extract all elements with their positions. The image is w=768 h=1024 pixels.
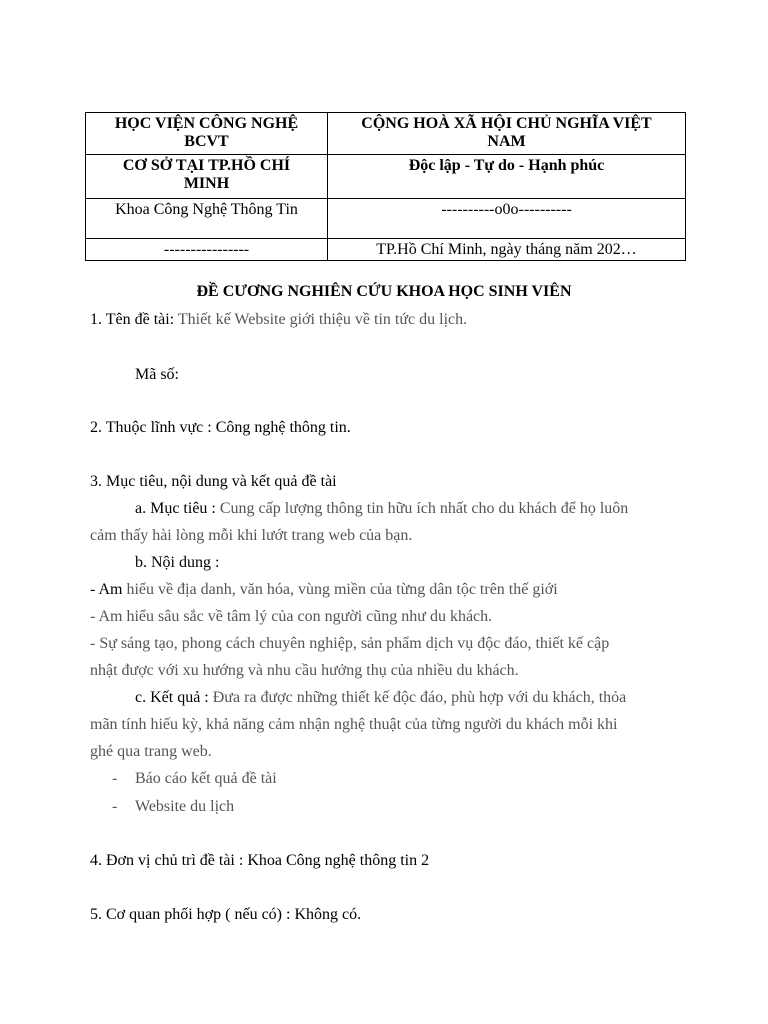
- content-item-3-line-2: nhật được với xu hướng và nhu cầu hưởng thụ của nhiều du khách.: [90, 662, 519, 679]
- faculty-text: Khoa Công Nghệ Thông Tin: [115, 201, 298, 218]
- content-item-3-line-1: - Sự sáng tạo, phong cách chuyên nghiệp, sản phẩm dịch vụ độc đáo, thiết kế cập: [90, 635, 610, 652]
- nation-line-2: NAM: [487, 133, 526, 150]
- separator-cell: [328, 199, 686, 239]
- faculty-cell: [86, 199, 328, 239]
- nation-cell: [328, 113, 686, 155]
- objective-label: a. Mục tiêu :: [135, 500, 216, 517]
- organization-line-1: HỌC VIỆN CÔNG NGHỆ: [114, 115, 299, 132]
- content-item-2: - Am hiểu sâu sắc về tâm lý của con người cũng như du khách.: [90, 608, 493, 625]
- result-text-3: ghé qua trang web.: [90, 743, 212, 760]
- branch-line-2: MINH: [183, 175, 230, 192]
- result-text-1: Đưa ra được những thiết kế độc đáo, phù hợp với du khách, thỏa: [212, 689, 627, 706]
- result-item-2-text: Website du lịch: [135, 798, 235, 815]
- result-item-1: [112, 770, 117, 788]
- header-row-1: [86, 113, 686, 155]
- document-title: ĐỀ CƯƠNG NGHIÊN CỨU KHOA HỌC SINH VIÊN: [196, 283, 572, 300]
- nation-line-1: CỘNG HOÀ XÃ HỘI CHỦ NGHĨA VIỆT: [361, 115, 652, 132]
- section-1-label: 1. Tên đề tài:: [90, 311, 175, 328]
- content-item-1-text: hiểu về địa danh, văn hóa, vùng miền của từng dân tộc trên thế giới: [126, 581, 558, 598]
- result-item-1-text: Báo cáo kết quả đề tài: [135, 770, 277, 787]
- section-5-text: 5. Cơ quan phối hợp ( nếu có) : Không có.: [90, 906, 362, 923]
- header-row-2: [86, 155, 686, 199]
- date-text: TP.Hồ Chí Minh, ngày tháng năm 202…: [376, 241, 637, 258]
- branch-line-1: CƠ SỞ TẠI TP.HỒ CHÍ: [122, 157, 291, 174]
- result-item-2-dash: -: [112, 798, 118, 815]
- result-text-2: mãn tính hiếu kỳ, khả năng cảm nhận nghệ thuật của từng người du khách mỗi khi: [90, 716, 618, 733]
- result-line-1: [135, 689, 626, 707]
- branch-cell: [86, 155, 328, 199]
- header-row-4: [86, 239, 686, 261]
- motto-text: Độc lập - Tự do - Hạnh phúc: [408, 157, 605, 174]
- content-item-1: [90, 581, 558, 599]
- header-row-3: [86, 199, 686, 239]
- motto-cell: [328, 155, 686, 199]
- section-4-text: 4. Đơn vị chủ trì đề tài : Khoa Công nghệ thông tin 2: [90, 852, 430, 869]
- section-2-text: 2. Thuộc lĩnh vực : Công nghệ thông tin.: [90, 419, 351, 436]
- objective-line-1: [135, 500, 628, 518]
- organization-cell: [86, 113, 328, 155]
- left-separator-cell: [86, 239, 328, 261]
- left-separator: ----------------: [163, 241, 250, 258]
- result-item-1-dash: -: [112, 770, 118, 787]
- organization-line-2: BCVT: [184, 133, 229, 150]
- objective-text-1: Cung cấp lượng thông tin hữu ích nhất cho du khách để họ luôn: [219, 500, 629, 517]
- objective-text-2: cảm thấy hài lòng mỗi khi lướt trang web của bạn.: [90, 527, 413, 544]
- result-label: c. Kết quả :: [135, 689, 209, 706]
- content-label: b. Nội dung :: [135, 554, 220, 571]
- section-1-line: [90, 311, 467, 329]
- code-label: Mã số:: [135, 366, 179, 383]
- section-3-heading: 3. Mục tiêu, nội dung và kết quả đề tài: [90, 473, 337, 490]
- result-item-2: [112, 798, 117, 816]
- date-cell: [328, 239, 686, 261]
- content-item-1-prefix: - Am: [90, 581, 123, 598]
- section-1-value: Thiết kế Website giới thiệu về tin tức du lịch.: [177, 311, 468, 328]
- motto-separator: ----------o0o----------: [441, 201, 572, 218]
- header-table: [85, 112, 686, 261]
